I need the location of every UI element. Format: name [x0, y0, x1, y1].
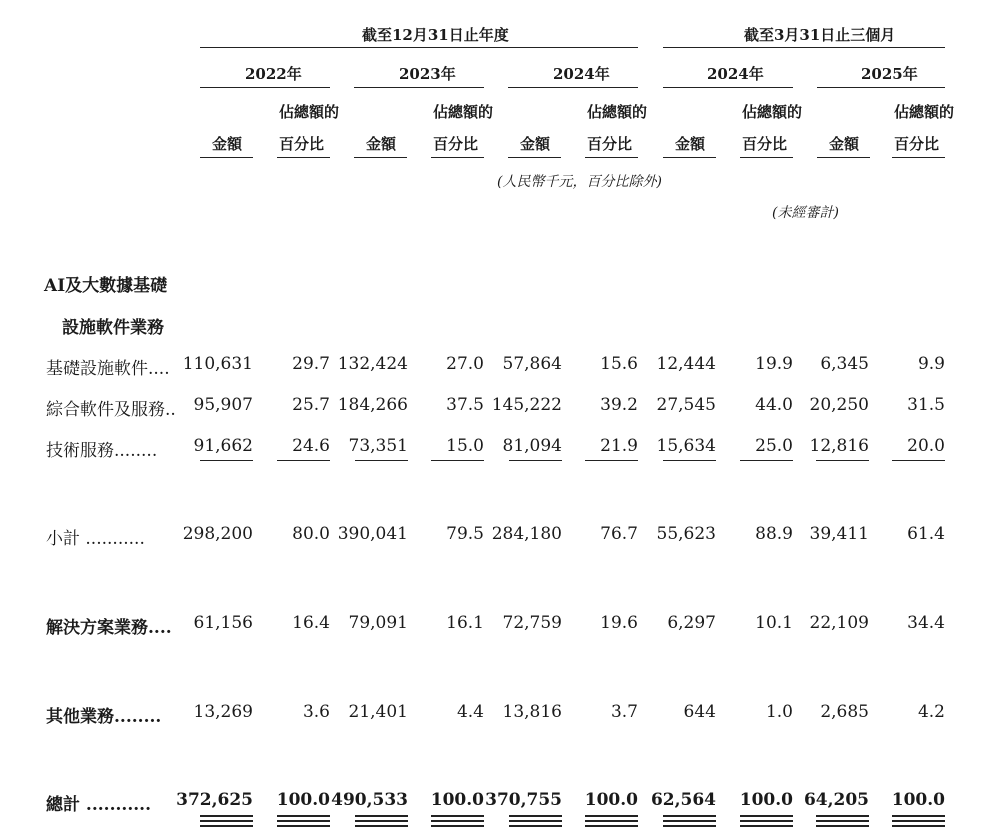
percentage-cell: 39.2: [600, 395, 638, 415]
column-header-percentage-line1: 佔總額的: [894, 103, 955, 121]
amount-cell: 2,685: [820, 702, 869, 722]
total-underline: [816, 825, 869, 827]
amount-cell: 39,411: [809, 524, 869, 544]
column-header-amount-underline: [200, 157, 253, 158]
amount-cell: 390,041: [337, 524, 408, 544]
total-underline: [816, 815, 869, 817]
total-underline: [431, 820, 484, 822]
year-header-2024-fy: 2024年: [553, 65, 610, 83]
total-underline: [663, 825, 716, 827]
amount-cell: 12,816: [809, 436, 869, 456]
amount-cell: 61,156: [193, 613, 253, 633]
year-underline-2022: [200, 87, 330, 88]
column-header-amount: 金額: [675, 135, 706, 153]
year-header-2024-q: 2024年: [707, 65, 764, 83]
column-header-percentage-line1: 佔總額的: [433, 103, 494, 121]
percentage-cell: 61.4: [907, 524, 945, 544]
amount-cell: 91,662: [193, 436, 253, 456]
total-underline: [892, 815, 945, 817]
cell-underline: [663, 460, 716, 461]
total-underline: [740, 825, 793, 827]
total-underline: [509, 820, 562, 822]
percentage-cell: 19.6: [600, 613, 638, 633]
total-underline: [509, 815, 562, 817]
percentage-cell: 79.5: [446, 524, 484, 544]
column-header-amount-underline: [663, 157, 716, 158]
amount-cell: 13,816: [502, 702, 562, 722]
year-underline-2024-q: [663, 87, 793, 88]
total-underline: [663, 815, 716, 817]
total-underline: [663, 820, 716, 822]
amount-cell: 284,180: [491, 524, 562, 544]
year-underline-2023: [354, 87, 484, 88]
row-label: 解決方案業務....: [46, 618, 172, 638]
unit-note: (人民幣千元，百分比除外): [497, 174, 662, 190]
percentage-cell: 3.6: [302, 702, 330, 722]
percentage-cell: 16.4: [292, 613, 330, 633]
percentage-cell: 3.7: [610, 702, 638, 722]
cell-underline: [892, 460, 945, 461]
amount-cell: 81,094: [502, 436, 562, 456]
cell-underline: [816, 460, 869, 461]
amount-cell: 13,269: [193, 702, 253, 722]
percentage-cell: 37.5: [446, 395, 484, 415]
percentage-cell: 100.0: [891, 790, 945, 810]
total-underline: [355, 815, 408, 817]
percentage-cell: 24.6: [292, 436, 330, 456]
total-underline: [277, 815, 330, 817]
total-underline: [740, 815, 793, 817]
percentage-cell: 4.2: [917, 702, 945, 722]
amount-cell: 73,351: [348, 436, 408, 456]
percentage-cell: 80.0: [292, 524, 330, 544]
column-header-amount: 金額: [366, 135, 397, 153]
period-header-fiscal-year: 截至12月31日止年度: [362, 26, 509, 44]
cell-underline: [585, 460, 638, 461]
total-underline: [277, 820, 330, 822]
column-header-percentage-underline: [431, 157, 484, 158]
percentage-cell: 25.7: [292, 395, 330, 415]
amount-cell: 20,250: [809, 395, 869, 415]
total-underline: [585, 815, 638, 817]
percentage-cell: 25.0: [755, 436, 793, 456]
percentage-cell: 4.4: [456, 702, 484, 722]
total-underline: [355, 820, 408, 822]
column-header-percentage-line2: 百分比: [279, 135, 325, 153]
column-header-percentage-line2: 百分比: [894, 135, 940, 153]
percentage-cell: 20.0: [907, 436, 945, 456]
amount-cell: 95,907: [193, 395, 253, 415]
total-underline: [585, 820, 638, 822]
column-header-percentage-underline: [740, 157, 793, 158]
column-header-percentage-line1: 佔總額的: [742, 103, 803, 121]
amount-cell: 490,533: [331, 790, 408, 810]
row-label: 技術服務........: [46, 441, 158, 461]
cell-underline: [509, 460, 562, 461]
percentage-cell: 16.1: [446, 613, 484, 633]
percentage-cell: 27.0: [446, 354, 484, 374]
row-label: 總計 ...........: [46, 795, 152, 815]
amount-cell: 21,401: [348, 702, 408, 722]
column-header-percentage-line2: 百分比: [587, 135, 633, 153]
total-underline: [355, 825, 408, 827]
column-header-percentage-line1: 佔總額的: [279, 103, 340, 121]
amount-cell: 145,222: [491, 395, 562, 415]
section-heading-line2: 設施軟件業務: [62, 318, 164, 338]
total-underline: [200, 815, 253, 817]
total-underline: [431, 825, 484, 827]
amount-cell: 132,424: [337, 354, 408, 374]
row-label: 其他業務........: [46, 707, 162, 727]
amount-cell: 62,564: [650, 790, 716, 810]
year-header-2022: 2022年: [245, 65, 302, 83]
unaudited-note: (未經審計): [772, 205, 839, 221]
column-header-amount-underline: [817, 157, 870, 158]
percentage-cell: 100.0: [430, 790, 484, 810]
cell-underline: [277, 460, 330, 461]
period-header-three-months: 截至3月31日止三個月: [744, 26, 896, 44]
percentage-cell: 15.0: [446, 436, 484, 456]
column-header-amount-underline: [508, 157, 561, 158]
percentage-cell: 1.0: [765, 702, 793, 722]
amount-cell: 79,091: [348, 613, 408, 633]
total-underline: [431, 815, 484, 817]
column-header-percentage-underline: [892, 157, 945, 158]
cell-underline: [200, 460, 253, 461]
period-underline-three-months: [663, 47, 945, 48]
amount-cell: 12,444: [656, 354, 716, 374]
amount-cell: 55,623: [656, 524, 716, 544]
cell-underline: [740, 460, 793, 461]
amount-cell: 184,266: [337, 395, 408, 415]
percentage-cell: 21.9: [600, 436, 638, 456]
year-header-2025-q: 2025年: [861, 65, 918, 83]
percentage-cell: 88.9: [755, 524, 793, 544]
amount-cell: 6,297: [667, 613, 716, 633]
total-underline: [816, 820, 869, 822]
percentage-cell: 29.7: [292, 354, 330, 374]
percentage-cell: 10.1: [755, 613, 793, 633]
percentage-cell: 31.5: [907, 395, 945, 415]
column-header-percentage-underline: [585, 157, 638, 158]
percentage-cell: 9.9: [917, 354, 945, 374]
column-header-percentage-line2: 百分比: [433, 135, 479, 153]
amount-cell: 15,634: [656, 436, 716, 456]
total-underline: [277, 825, 330, 827]
percentage-cell: 100.0: [739, 790, 793, 810]
total-underline: [892, 825, 945, 827]
amount-cell: 72,759: [502, 613, 562, 633]
row-label: 小計 ...........: [46, 529, 145, 549]
column-header-percentage-line1: 佔總額的: [587, 103, 648, 121]
year-header-2023: 2023年: [399, 65, 456, 83]
column-header-percentage-underline: [277, 157, 330, 158]
section-heading-line1: AI及大數據基礎: [44, 276, 168, 296]
column-header-amount: 金額: [829, 135, 860, 153]
amount-cell: 22,109: [809, 613, 869, 633]
amount-cell: 6,345: [820, 354, 869, 374]
amount-cell: 370,755: [485, 790, 562, 810]
amount-cell: 57,864: [502, 354, 562, 374]
total-underline: [892, 820, 945, 822]
total-underline: [200, 820, 253, 822]
column-header-amount: 金額: [520, 135, 551, 153]
amount-cell: 644: [683, 702, 716, 722]
year-underline-2024-fy: [508, 87, 638, 88]
amount-cell: 298,200: [182, 524, 253, 544]
percentage-cell: 19.9: [755, 354, 793, 374]
percentage-cell: 15.6: [600, 354, 638, 374]
column-header-amount: 金額: [212, 135, 243, 153]
year-underline-2025-q: [817, 87, 945, 88]
percentage-cell: 76.7: [600, 524, 638, 544]
percentage-cell: 44.0: [755, 395, 793, 415]
row-label: 基礎設施軟件....: [46, 359, 170, 379]
column-header-percentage-line2: 百分比: [742, 135, 788, 153]
total-underline: [509, 825, 562, 827]
percentage-cell: 100.0: [584, 790, 638, 810]
amount-cell: 110,631: [182, 354, 253, 374]
amount-cell: 27,545: [656, 395, 716, 415]
total-underline: [585, 825, 638, 827]
percentage-cell: 34.4: [907, 613, 945, 633]
total-underline: [740, 820, 793, 822]
amount-cell: 372,625: [176, 790, 253, 810]
cell-underline: [431, 460, 484, 461]
cell-underline: [355, 460, 408, 461]
amount-cell: 64,205: [803, 790, 869, 810]
column-header-amount-underline: [354, 157, 407, 158]
total-underline: [200, 825, 253, 827]
row-label: 綜合軟件及服務..: [46, 400, 176, 420]
percentage-cell: 100.0: [276, 790, 330, 810]
period-underline-fiscal-year: [200, 47, 638, 48]
